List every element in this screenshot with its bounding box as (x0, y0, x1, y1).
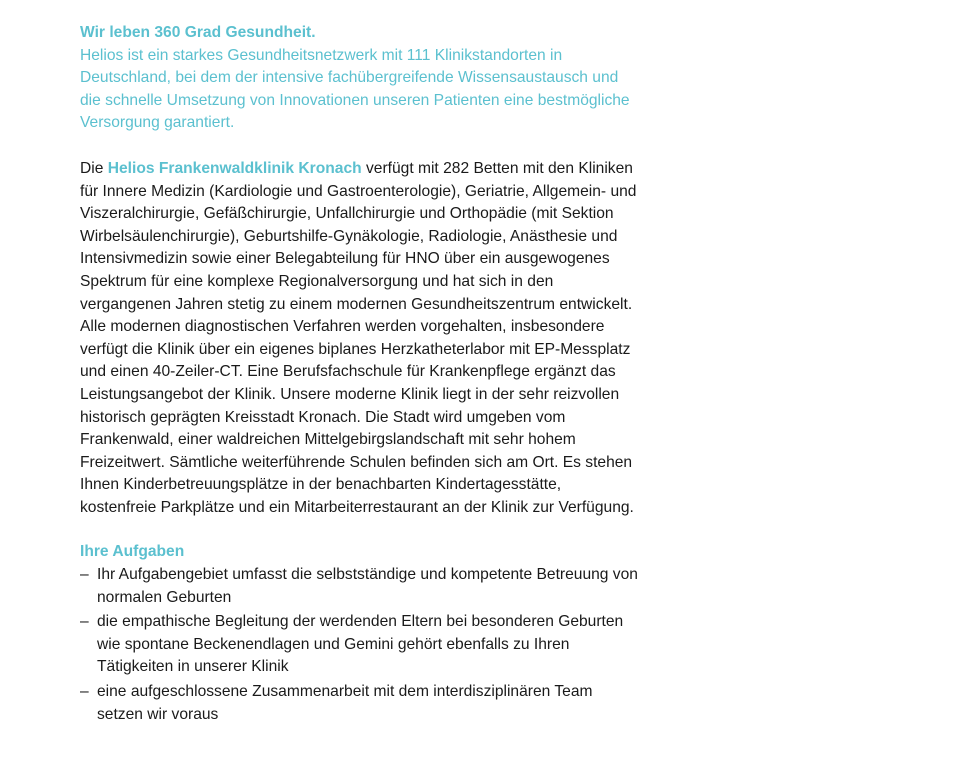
dash-bullet-icon: – (80, 566, 89, 584)
task-text: Ihr Aufgabengebiet umfasst die selbstständige und kompetente Betreuung von normalen Geburten (97, 566, 638, 606)
clinic-prefix: Die (80, 159, 108, 177)
task-text: eine aufgeschlossene Zusammenarbeit mit dem interdisziplinären Team setzen wir voraus (97, 683, 593, 723)
clinic-description (80, 158, 640, 520)
list-item (80, 564, 640, 609)
dash-bullet-icon: – (80, 683, 89, 701)
intro-text: Helios ist ein starkes Gesundheitsnetzwerk mit 111 Klinikstandorten in Deutschland, bei dem der intensive fachübergreifende Wissensaustausch und die schnelle Umsetzung von Innovationen unseren Patienten eine bestmögliche Versorgung garantiert. (80, 46, 630, 132)
list-item (80, 681, 640, 726)
dash-bullet-icon: – (80, 613, 89, 631)
list-item (80, 611, 640, 679)
clinic-name: Helios Frankenwaldklinik Kronach (107, 159, 362, 177)
tasks-list (80, 564, 640, 726)
intro-heading: Wir leben 360 Grad Gesundheit. (80, 24, 316, 41)
task-text: die empathische Begleitung der werdenden Eltern bei besonderen Geburten wie spontane Beckenendlagen und Gemini gehört ebenfalls zu Ihren Tätigkeiten in unserer Klinik (97, 613, 624, 676)
clinic-text: verfügt mit 282 Betten mit den Kliniken für Innere Medizin (Kardiologie und Gastroenterologie), Geriatrie, Allgemein- und Viszeralchirurgie, Gefäßchirurgie, Unfallchirurgie und Orthopädie (mit Sektion Wirbelsäulenchirurgie), Geburtshilfe-Gynäkologie, Radiologie, Anästhesie und Intensivmedizin sowie einer Belegabteilung für HNO über ein ausgewogenes Spektrum für eine komplexe Regionalversorgung und hat sich in den vergangenen Jahren stetig zu einem modernen Gesundheitszentrum entwickelt. Alle modernen diagnostischen Verfahren werden vorgehalten, insbesondere verfügt die Klinik über ein eigenes biplanes Herzkatheterlabor mit EP-Messplatz und einen 40-Zeiler-CT. Eine Berufsfachschule für Krankenpflege ergänzt das Leistungsangebot der Klinik. Unsere moderne Klinik liegt in der sehr reizvollen historisch geprägten Kreisstadt Kronach. Die Stadt wird umgeben vom Frankenwald, einer waldreichen Mittelgebirgslandschaft mit sehr hohem Freizeitwert. Sämtliche weiterführende Schulen befinden sich am Ort. Es stehen Ihnen Kinderbetreuungsplätze in der benachbarten Kindertagesstätte, kostenfreie Parkplätze und ein Mitarbeiterrestaurant an der Klinik zur Verfügung. (80, 159, 637, 516)
job-posting (80, 22, 640, 728)
tasks-heading: Ihre Aufgaben (80, 543, 185, 561)
